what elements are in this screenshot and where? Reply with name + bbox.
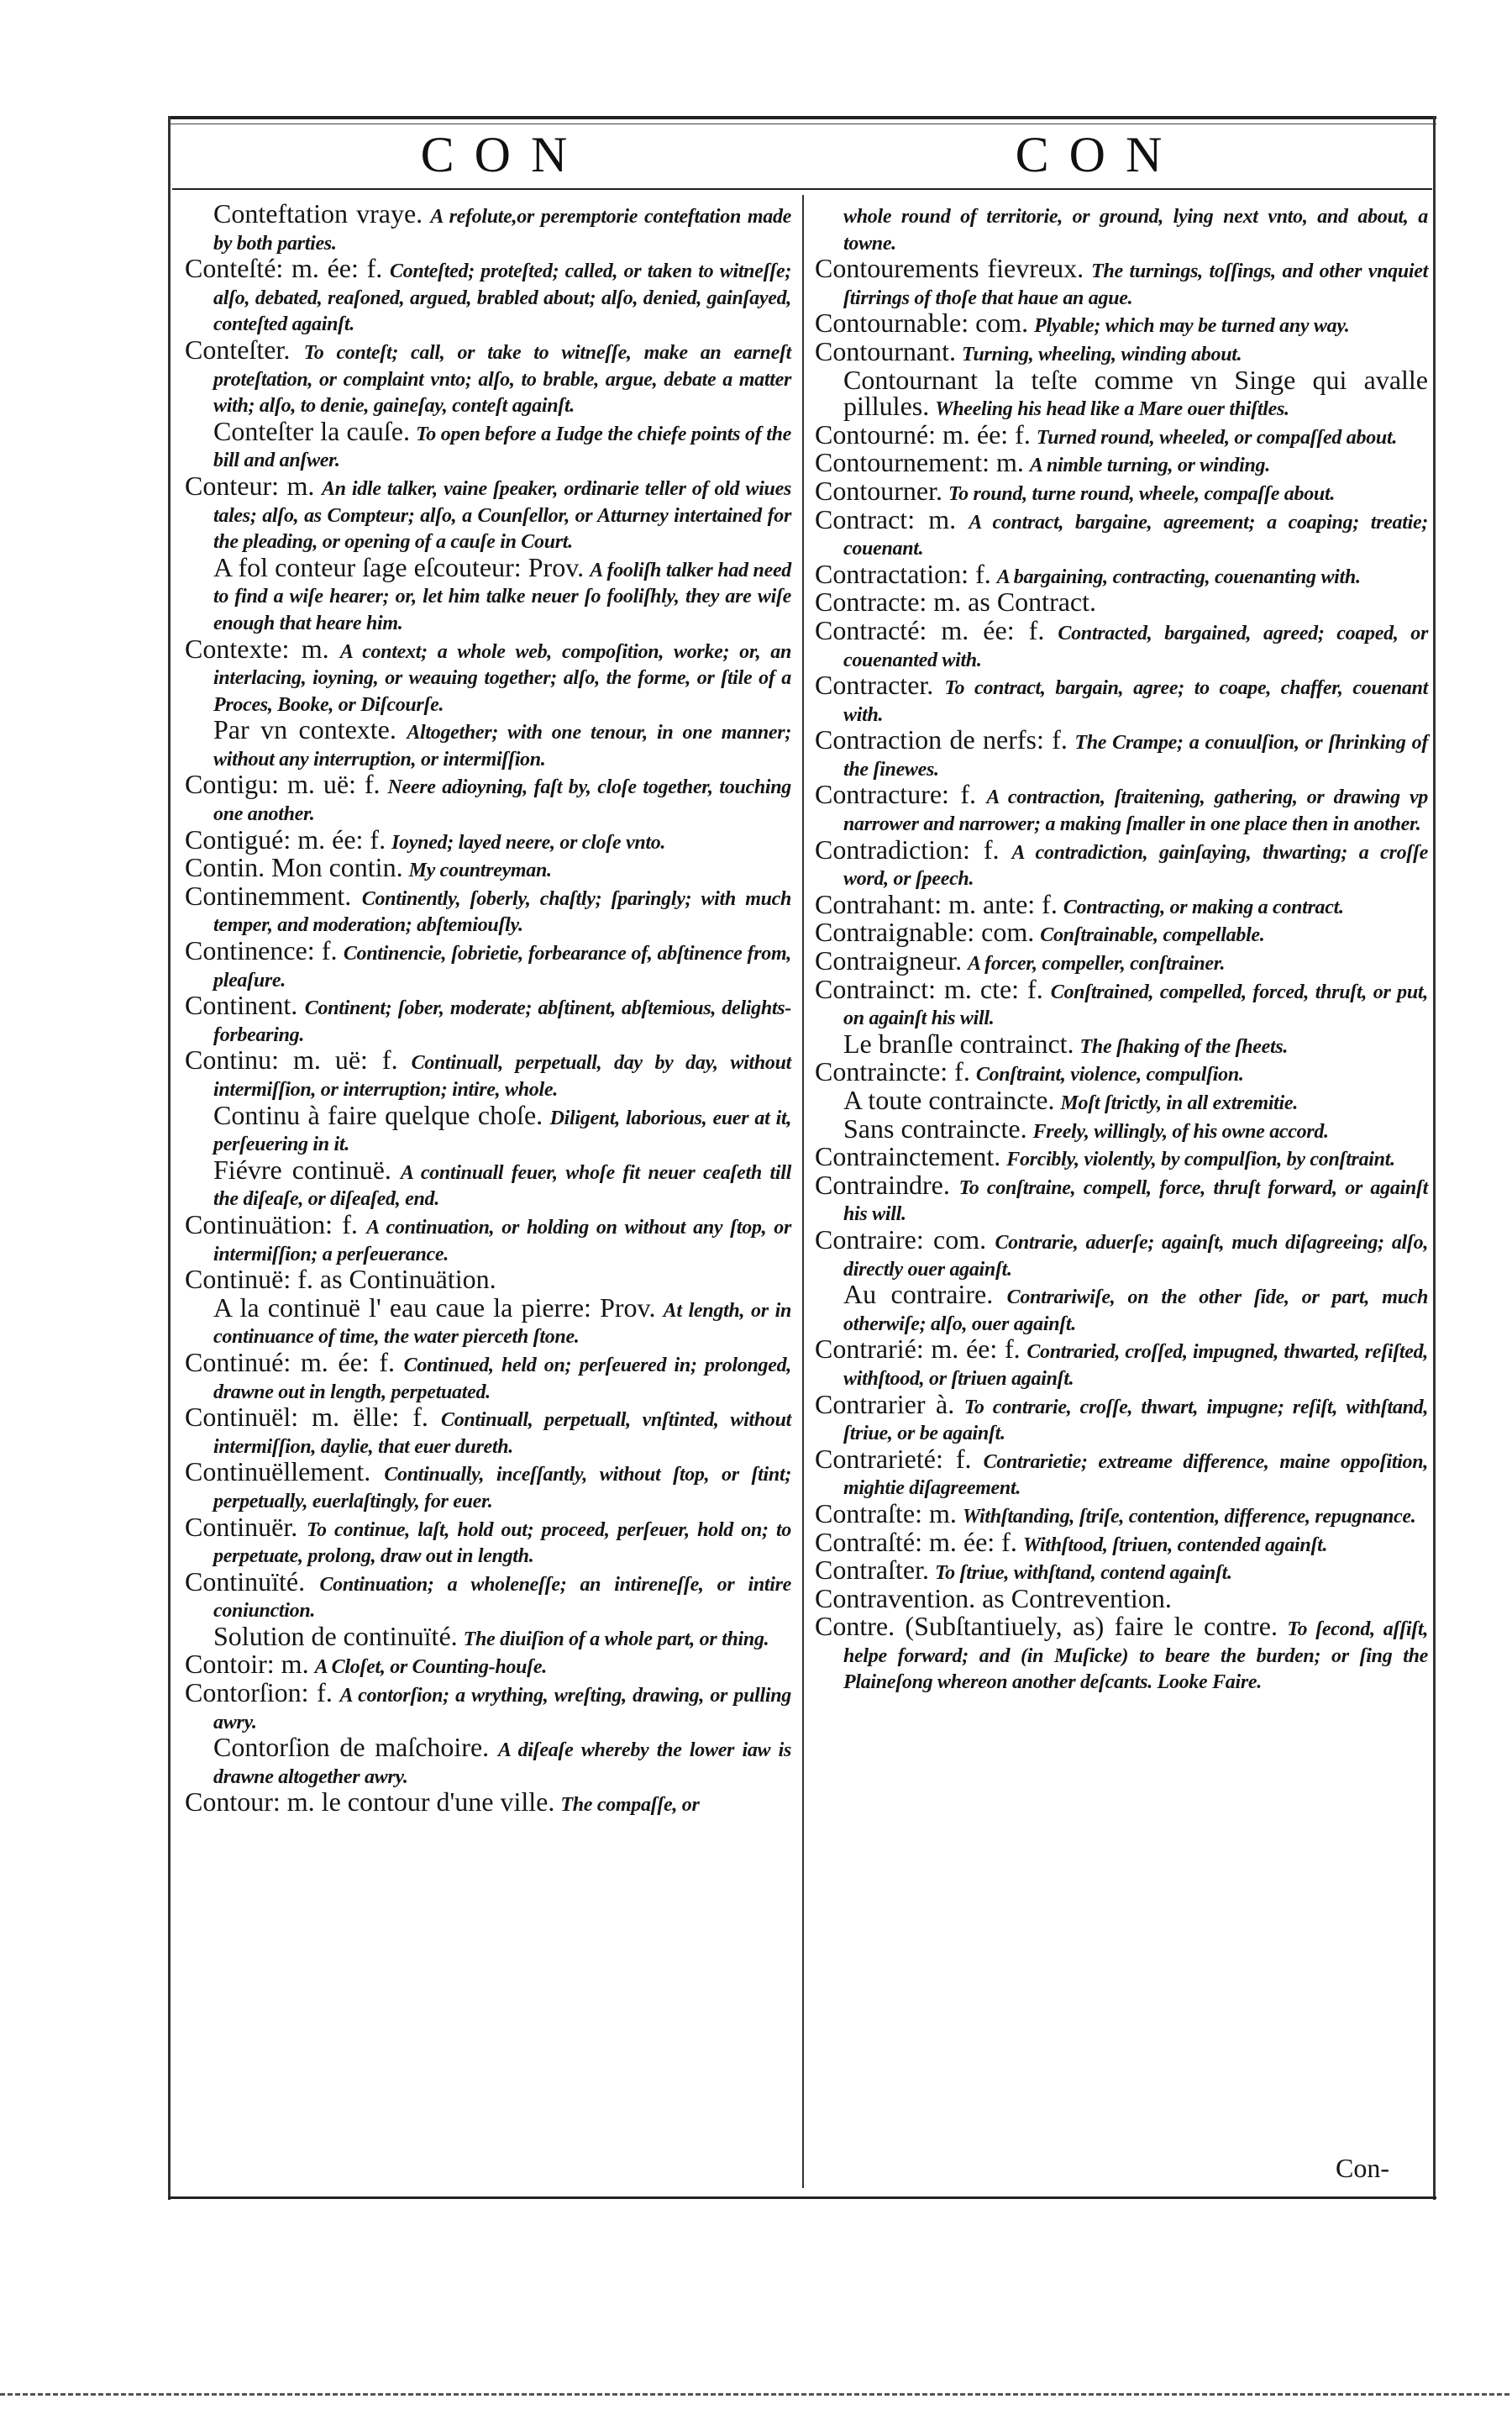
headword: Contexte: m. xyxy=(185,633,329,664)
gloss: Continuation; a wholeneſſe; an intireneſſe, or intire coniunction. xyxy=(213,1573,791,1623)
headword: Contrarieté: f. xyxy=(815,1443,972,1474)
gloss: Continued, held on; perſeuered in; prolonged, drawne out in length, perpetuated. xyxy=(213,1354,792,1403)
sub-entry xyxy=(815,1028,1428,1060)
scan-edge-strip xyxy=(0,2393,1512,2396)
dictionary-entry xyxy=(815,1582,1428,1615)
dictionary-entry xyxy=(185,1044,792,1102)
gloss: At length, or in continuance of time, the water pierceth ſtone. xyxy=(213,1299,792,1349)
gloss: Withſtood, ſtriuen, contended againſt. xyxy=(1022,1534,1328,1556)
headword: Contraſté: m. ée: f. xyxy=(815,1526,1017,1557)
headword: Contraindre. xyxy=(815,1169,950,1200)
gloss: The Crampe; a conuulſion, or ſhrinking of the ſinewes. xyxy=(843,732,1429,781)
headword: Continuätion: f. xyxy=(185,1208,358,1239)
dictionary-entry xyxy=(815,1056,1428,1088)
gloss: Turning, wheeling, winding about. xyxy=(961,343,1242,366)
dictionary-entry xyxy=(815,1443,1428,1502)
left-column xyxy=(185,198,792,1818)
headword: Le branſle contrainct. xyxy=(843,1028,1074,1059)
headword: Continuër. xyxy=(185,1511,298,1542)
headword: Contraſter. xyxy=(815,1555,929,1586)
headword: Contraincte: f. xyxy=(815,1056,970,1087)
headword: Contrarier à. xyxy=(815,1388,955,1419)
dictionary-entry xyxy=(815,475,1428,508)
headword: Contraignable: com. xyxy=(815,917,1035,948)
gloss: To ſecond, aſſiſt, helpe forward; and (in Muſicke) to beare the burden; or ſing the Plaineſong whereon another deſcants. Looke Faire. xyxy=(843,1618,1429,1694)
headword: Contournable: com. xyxy=(815,308,1029,339)
gloss: To conteſt; call, or take to witneſſe, make an earneſt proteſtation, or complaint vnto; alſo, to brable, argue, debate a matter with; alſo, to denie, gaineſay, conteſt againſt. xyxy=(213,341,792,418)
headword: Contraigneur. xyxy=(815,945,963,976)
running-head-right: CON xyxy=(1015,127,1183,182)
headword: Contre. (Subſtantiuely, as) faire le contre. xyxy=(815,1611,1278,1642)
gloss: Plyable; which may be turned any way. xyxy=(1034,315,1350,338)
gloss: Contracting, or making a contract. xyxy=(1063,896,1344,918)
sub-entry xyxy=(185,1099,792,1158)
dictionary-entry xyxy=(815,1497,1428,1530)
headword: Contourné: m. ée: f. xyxy=(815,418,1031,450)
gloss: A Cloſet, or Counting-houſe. xyxy=(314,1656,547,1679)
dictionary-entry xyxy=(815,1611,1429,1696)
dictionary-entry xyxy=(185,852,791,884)
sub-entry xyxy=(185,1292,792,1350)
headword: Contorſion de maſchoire. xyxy=(213,1732,490,1763)
headword: Contrainct: m. cte: f. xyxy=(815,973,1043,1004)
dictionary-entry xyxy=(185,1677,791,1735)
gloss: Contracted, bargained, agreed; coaped, or couenanted with. xyxy=(843,622,1429,671)
column-divider xyxy=(802,195,804,2188)
gloss: To open before a Iudge the chiefe points of the bill and anſwer. xyxy=(213,423,791,472)
gloss: Neere adioyning, faſt by, cloſe together, touching one another. xyxy=(213,776,792,826)
dictionary-entry xyxy=(815,1526,1428,1559)
gloss: The ſhaking of the ſheets. xyxy=(1079,1035,1289,1058)
dictionary-entry xyxy=(185,935,792,993)
headword: Contraction de nerfs: f. xyxy=(815,724,1068,755)
dictionary-entry xyxy=(815,1141,1428,1173)
headword: Solution de continuïté. xyxy=(213,1620,458,1651)
dictionary-entry xyxy=(185,1208,792,1267)
gloss: The turnings, toſſings, and other vnquiet ſtirrings of thoſe that haue an ague. xyxy=(843,260,1429,309)
headword: Contracter. xyxy=(815,670,934,701)
dictionary-entry xyxy=(815,973,1429,1032)
gloss: A contraction, ſtraitening, gathering, or drawing vp narrower and narrower; a making ſmaller in one place then in another. xyxy=(843,786,1428,836)
gloss: Conſtrainable, compellable. xyxy=(1040,924,1265,947)
gloss: Ioyned; layed neere, or cloſe vnto. xyxy=(391,831,666,854)
headword: Au contraire. xyxy=(843,1279,994,1310)
headword: Contraſte: m. xyxy=(815,1497,957,1528)
headword: Contrarié: m. ée: f. xyxy=(815,1334,1021,1365)
dictionary-entry xyxy=(185,1565,791,1624)
dictionary-entry xyxy=(185,1786,791,1818)
dictionary-entry xyxy=(815,888,1428,921)
gloss: Withſtanding, ſtriſe, contention, difference, repugnance. xyxy=(962,1505,1416,1528)
gloss: Continuall, perpetuall, day by day, without intermiſſion, or interruption; intire, whole. xyxy=(213,1052,792,1101)
gloss: A contorſion; a wrything, wreſting, drawing, or pulling awry. xyxy=(213,1685,791,1733)
gloss: Diligent, laborious, euer at it, perſeuering in it. xyxy=(213,1107,792,1156)
gloss: Wheeling his head like a Mare ouer thiſtles. xyxy=(935,398,1289,421)
page-frame-left-rule xyxy=(168,116,171,2200)
gloss: The diuiſion of a whole part, or thing. xyxy=(463,1628,769,1650)
gloss: An idle talker, vaine ſpeaker, ordinarie teller of old wiues tales; alſo, as Compteur; alſo, a Counſellor, or Atturney intertained for the pleading, or opening of a cauſe in Court. xyxy=(213,477,792,554)
headword: Continu: m. uë: f. xyxy=(185,1044,398,1076)
dictionary-entry xyxy=(185,1511,792,1570)
gloss: A continuall feuer, whoſe fit neuer ceaſeth till the diſeaſe, or diſeaſed, end. xyxy=(213,1161,791,1211)
headword: Conteur: m. xyxy=(185,470,315,501)
gloss: Continually, inceſſantly, without ſtop, or ſtint; perpetually, euerlaſtingly, for euer. xyxy=(213,1464,792,1512)
dictionary-entry xyxy=(815,335,1428,368)
headword: Contour: m. le contour d'une ville. xyxy=(185,1786,555,1818)
headword: Continué: m. ée: f. xyxy=(185,1346,395,1377)
headword: Contradiction: f. xyxy=(815,834,1000,865)
headword: Continuëllement. xyxy=(185,1456,371,1487)
headword: Contournant. xyxy=(815,335,956,366)
gloss: Conſtrained, compelled, forced, thruſt, or put, on againſt his will. xyxy=(843,981,1429,1030)
headword: Continu à faire quelque choſe. xyxy=(213,1099,543,1130)
sub-entry xyxy=(185,714,792,772)
gloss: To ſtriue, withſtand, contend againſt. xyxy=(934,1562,1232,1585)
sub-entry xyxy=(815,1085,1428,1117)
headword: Continence: f. xyxy=(185,935,338,966)
gloss: A contradiction, gainſaying, thwarting; a croſſe word, or ſpeech. xyxy=(843,841,1429,891)
headword: Sans contraincte. xyxy=(843,1113,1027,1144)
dictionary-entry xyxy=(185,1346,792,1405)
sub-entry xyxy=(815,1113,1428,1145)
page-frame-right-rule xyxy=(1433,116,1436,2200)
dictionary-entry xyxy=(185,990,791,1048)
gloss: A fooliſh talker had need to find a wiſe hearer; or, let him talke neuer ſo fooliſhly, they are wiſe enough that heare him. xyxy=(213,559,792,634)
headword: Contrahant: m. ante: f. xyxy=(815,888,1058,919)
headword: Contract: m. xyxy=(815,503,957,534)
sub-entry xyxy=(815,1279,1429,1337)
gloss: Conſtraint, violence, compulſion. xyxy=(975,1064,1244,1086)
gloss: To contrarie, croſſe, thwart, impugne; reſiſt, withſtand, ſtriue, or be againſt. xyxy=(843,1396,1429,1445)
sub-entry xyxy=(815,202,1428,256)
headword: Conteſter. xyxy=(185,334,291,365)
gloss: Turned round, wheeled, or compaſſed about. xyxy=(1036,426,1398,449)
dictionary-entry xyxy=(815,945,1428,977)
gloss: The compaſſe, or xyxy=(560,1794,700,1817)
sub-entry xyxy=(185,1154,791,1213)
gloss: Contrarietie; extreame difference, maine oppoſition, mightie diſagreement. xyxy=(843,1450,1428,1500)
sub-entry xyxy=(185,551,792,637)
dictionary-entry xyxy=(815,558,1428,591)
dictionary-entry xyxy=(185,253,792,338)
headword: Conteftation vraye. xyxy=(213,198,423,229)
dictionary-entry xyxy=(815,253,1429,311)
headword: Contorſion: f. xyxy=(185,1677,333,1708)
gloss: A context; a whole web, compoſition, worke; or, an interlacing, ioyning, or weauing together; alſo, the forme, or ſtile of a Proces, Booke, or Diſcourſe. xyxy=(213,640,791,716)
headword: Contracture: f. xyxy=(815,779,976,810)
sub-entry xyxy=(185,415,791,474)
gloss: To continue, laſt, hold out; proceed, perſeuer, hold on; to perpetuate, prolong, draw out in length. xyxy=(213,1518,792,1568)
dictionary-entry xyxy=(815,1169,1428,1228)
gloss: To contract, bargain, agree; to coape, chaffer, couenant with. xyxy=(843,677,1429,726)
headword: Fiévre continuë. xyxy=(213,1154,391,1185)
headword: Continemment. xyxy=(185,880,352,911)
headword: Continuïté. xyxy=(185,1565,306,1597)
dictionary-entry xyxy=(815,670,1429,728)
header-rule xyxy=(172,188,1432,190)
gloss: A nimble turning, or winding. xyxy=(1029,455,1270,477)
gloss: A contract, bargaine, agreement; a coaping; treatie; couenant. xyxy=(843,511,1429,560)
dictionary-entry xyxy=(185,1264,791,1296)
headword: Conteſter la cauſe. xyxy=(213,415,410,446)
dictionary-entry xyxy=(185,1649,791,1681)
gloss: Continently, ſoberly, chaſtly; ſparingly; with much temper, and moderation; abſtemiouſly. xyxy=(213,887,792,937)
dictionary-entry xyxy=(815,834,1429,892)
gloss: A forcer, compeller, conſtrainer. xyxy=(968,953,1226,976)
headword: A toute contraincte. xyxy=(843,1085,1055,1115)
dictionary-entry xyxy=(185,633,791,718)
headword: Contin. Mon contin. xyxy=(185,852,403,883)
headword: Continuë: f. as Continuätion. xyxy=(185,1264,496,1295)
dictionary-entry xyxy=(815,779,1428,837)
headword: Contrainctement. xyxy=(815,1141,1001,1172)
dictionary-entry xyxy=(185,1402,791,1460)
gloss: Contraried, croſſed, impugned, thwarted, reſiſted, withſtood, or ſtriuen againſt. xyxy=(843,1341,1429,1390)
gloss: Contrariwiſe, on the other ſide, or part, much otherwiſe; alſo, ouer againſt. xyxy=(843,1286,1429,1335)
page-frame-top-rule xyxy=(168,116,1436,119)
headword: Contigué: m. ée: f. xyxy=(185,823,386,855)
sub-entry xyxy=(185,1620,791,1653)
headword: Continuël: m. ëlle: f. xyxy=(185,1402,428,1433)
page-frame-bottom-rule xyxy=(168,2196,1436,2199)
dictionary-entry xyxy=(815,1388,1429,1447)
gloss: To conſtraine, compell, force, thruſt forward, or againſt his will. xyxy=(843,1176,1428,1226)
headword: Contournement: m. xyxy=(815,447,1024,478)
headword: Contractation: f. xyxy=(815,558,991,589)
gloss: My countreyman. xyxy=(408,860,552,882)
gloss: A refolute,or peremptorie conteftation made by both parties. xyxy=(213,206,792,255)
headword: Conteſté: m. ée: f. xyxy=(185,253,383,284)
dictionary-entry xyxy=(815,418,1428,451)
headword: Contourner. xyxy=(815,475,942,506)
dictionary-entry xyxy=(185,823,791,856)
catchword: Con- xyxy=(1336,2153,1389,2183)
headword: Contigu: m. uë: f. xyxy=(185,769,381,800)
gloss: To round, turne round, wheele, compaſſe about. xyxy=(948,482,1336,505)
headword: Contracte: m. as Contract. xyxy=(815,587,1097,618)
gloss: Continencie, ſobrietie, forbearance of, abſtinence from, pleaſure. xyxy=(213,943,792,992)
dictionary-entry xyxy=(185,769,792,827)
sub-entry xyxy=(185,1732,792,1790)
headword: Par vn contexte. xyxy=(213,714,396,745)
dictionary-entry xyxy=(815,917,1428,949)
dictionary-entry xyxy=(815,587,1428,618)
sub-entry xyxy=(815,364,1428,423)
dictionary-entry xyxy=(815,614,1429,673)
gloss: Moſt ſtrictly, in all extremitie. xyxy=(1060,1092,1298,1114)
sub-entry xyxy=(185,198,792,256)
gloss: A bargaining, contracting, couenanting with. xyxy=(996,566,1361,588)
headword: Contourements fievreux. xyxy=(815,253,1084,284)
gloss: Forcibly, violently, by compulſion, by conſtraint. xyxy=(1006,1149,1395,1171)
dictionary-entry xyxy=(185,334,792,419)
gloss: Freely, willingly, of his owne accord. xyxy=(1032,1120,1329,1143)
headword: Continent. xyxy=(185,990,298,1021)
headword: A la continuë l' eau caue la pierre: Prov. xyxy=(213,1292,656,1323)
dictionary-entry xyxy=(815,1334,1429,1392)
headword: Contraire: com. xyxy=(815,1223,987,1255)
right-column xyxy=(815,202,1428,1696)
running-head-left: CON xyxy=(420,127,588,182)
gloss: Continent; ſober, moderate; abſtinent, abſtemious, delights-forbearing. xyxy=(213,997,791,1046)
headword: Contracté: m. ée: f. xyxy=(815,614,1045,645)
gloss: Continuall, perpetuall, vnſtinted, without intermiſſion, daylie, that euer dureth. xyxy=(213,1409,791,1458)
gloss: A continuation, or holding on without any ſtop, or intermiſſion; a perſeuerance. xyxy=(213,1216,792,1265)
dictionary-entry xyxy=(815,1223,1429,1282)
dictionary-entry xyxy=(815,447,1428,479)
gloss: A diſeaſe whereby the lower iaw is drawne altogether awry. xyxy=(213,1739,792,1788)
headword: Contournant la teſte comme vn Singe qui avalle pillules. xyxy=(843,364,1428,422)
dictionary-entry xyxy=(185,880,792,939)
gloss: whole round of territorie, or ground, lying next vnto, and about, a towne. xyxy=(843,206,1428,255)
dictionary-entry xyxy=(815,308,1428,339)
gloss: Altogether; with one tenour, in one manner; without any interruption, or intermiſſion. xyxy=(213,722,792,771)
dictionary-entry xyxy=(185,1456,792,1514)
dictionary-entry xyxy=(815,1555,1428,1586)
headword: Contoir: m. xyxy=(185,1649,309,1680)
dictionary-entry xyxy=(185,470,792,555)
dictionary-entry xyxy=(815,724,1429,782)
gloss: Conteſted; proteſted; called, or taken to witneſſe; alſo, debated, reaſoned, argued, brabled about; alſo, denied, gainſayed, conteſted againſt. xyxy=(213,260,792,336)
gloss: Contrarie, aduerſe; againſt, much diſagreeing; alſo, directly ouer againſt. xyxy=(843,1231,1429,1281)
headword: Contravention. as Contrevention. xyxy=(815,1582,1172,1613)
dictionary-entry xyxy=(815,503,1429,562)
headword: A fol conteur ſage eſcouteur: Prov. xyxy=(213,551,585,582)
